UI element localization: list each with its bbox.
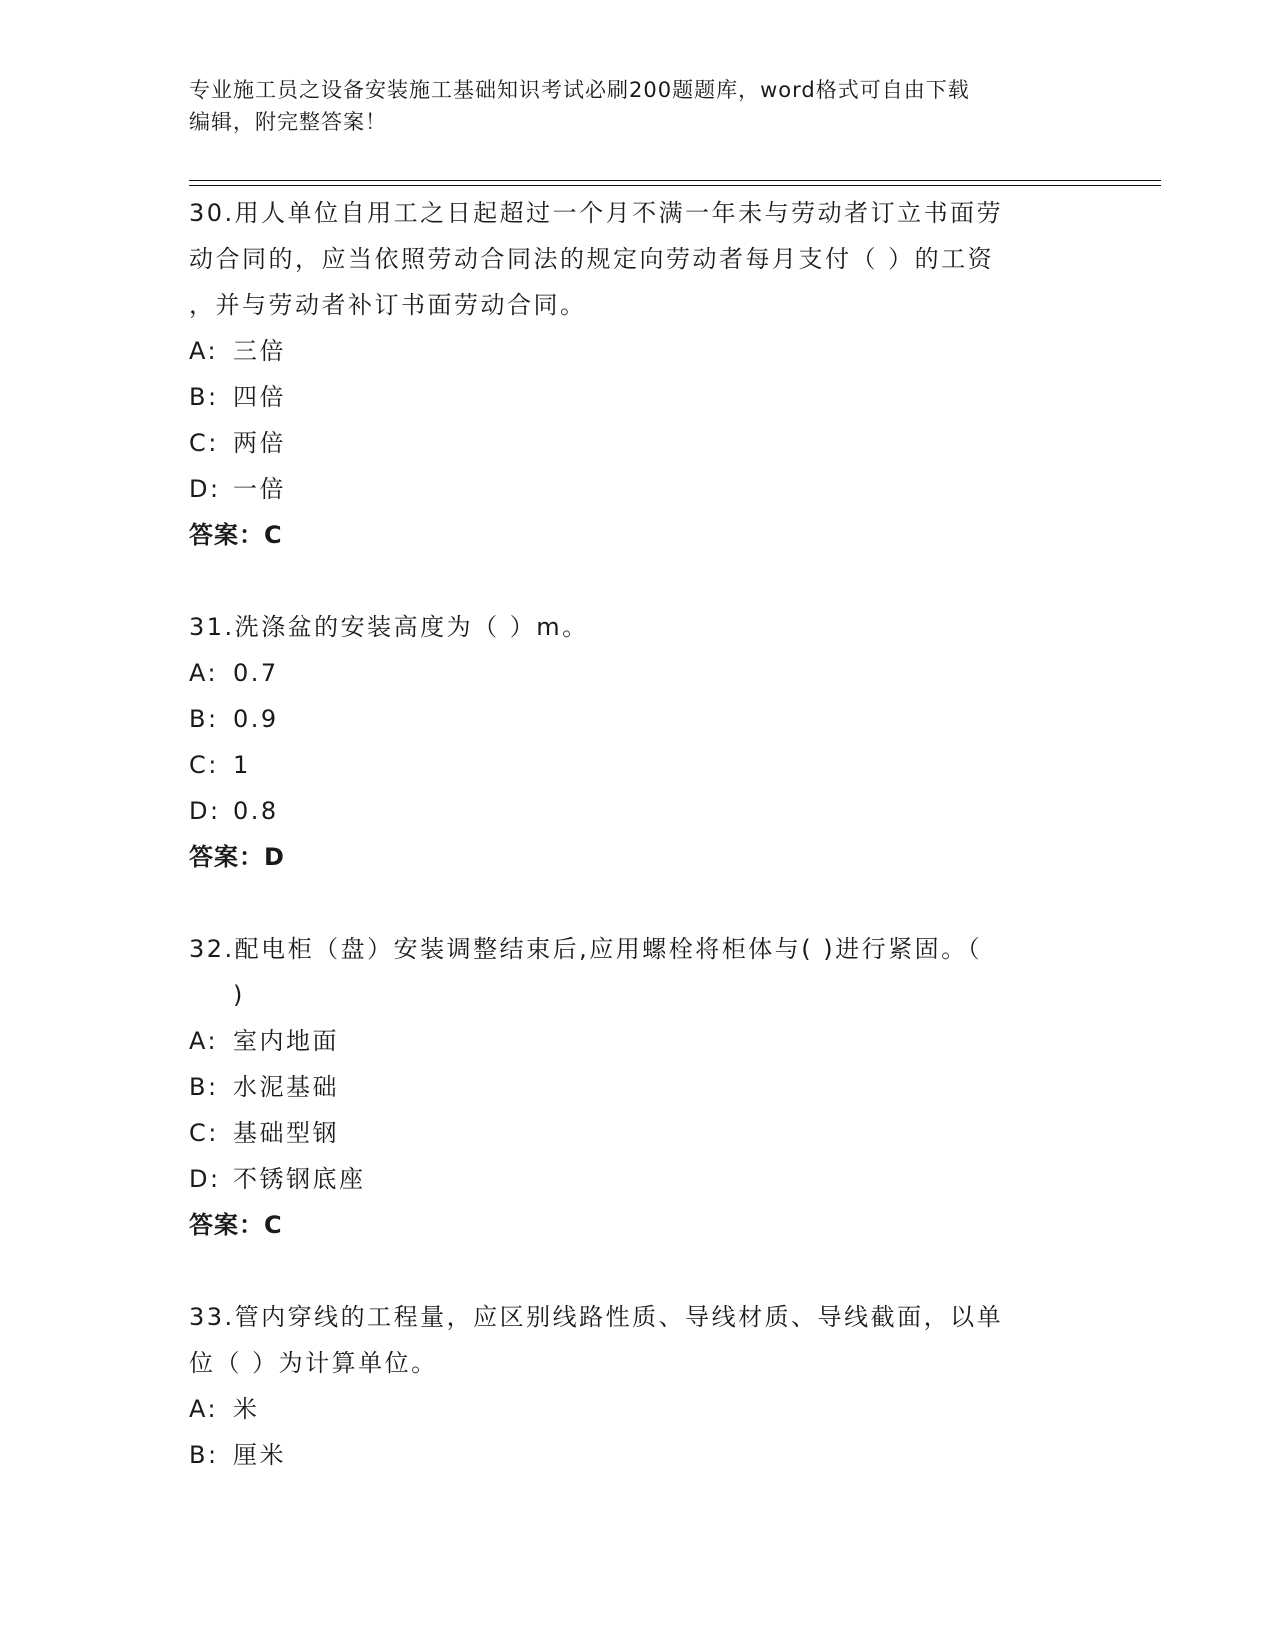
option-b — [189, 1064, 1089, 1110]
option-c — [189, 742, 1089, 788]
question-stem-line: 31.洗涤盆的安装高度为（ ）m。 — [189, 613, 589, 641]
question-stem-line: 位（ ）为计算单位。 — [189, 1349, 438, 1377]
option-letter: D: — [189, 475, 221, 503]
option-b — [189, 1432, 1089, 1478]
option-letter: A: — [189, 1027, 219, 1055]
question-stem-line: ) — [233, 981, 245, 1009]
document-header — [189, 74, 1089, 138]
option-c — [189, 1110, 1089, 1156]
option-text: 不锈钢底座 — [233, 1165, 366, 1193]
option-letter: D: — [189, 1165, 221, 1193]
option-a — [189, 328, 1089, 374]
spacer — [189, 880, 1089, 926]
question-32 — [189, 926, 1089, 1248]
header-title-line-2: 编辑，附完整答案！ — [189, 110, 387, 134]
header-divider-top — [189, 180, 1161, 181]
option-b — [189, 696, 1089, 742]
option-c — [189, 420, 1089, 466]
option-text: 0.8 — [233, 797, 279, 825]
question-list — [189, 190, 1089, 1478]
option-a — [189, 1386, 1089, 1432]
option-letter: C: — [189, 429, 219, 457]
option-letter: A: — [189, 337, 219, 365]
option-letter: B: — [189, 705, 219, 733]
option-letter: C: — [189, 751, 219, 779]
option-letter: B: — [189, 1441, 219, 1469]
option-text: 两倍 — [233, 429, 286, 457]
answer: 答案：C — [189, 521, 283, 549]
answer: 答案：D — [189, 843, 285, 871]
option-letter: C: — [189, 1119, 219, 1147]
option-letter: B: — [189, 1073, 219, 1101]
question-stem-line: 32.配电柜（盘）安装调整结束后,应用螺栓将柜体与( )进行紧固。（ — [189, 935, 983, 963]
option-text: 米 — [233, 1395, 260, 1423]
question-stem-line: ，并与劳动者补订书面劳动合同。 — [189, 291, 587, 319]
spacer — [189, 1248, 1089, 1294]
option-text: 0.7 — [233, 659, 279, 687]
option-text: 厘米 — [233, 1441, 286, 1469]
question-30 — [189, 190, 1089, 558]
option-letter: B: — [189, 383, 219, 411]
option-d — [189, 466, 1089, 512]
option-letter: A: — [189, 1395, 219, 1423]
option-text: 水泥基础 — [233, 1073, 339, 1101]
option-a — [189, 650, 1089, 696]
question-stem — [189, 1294, 1089, 1386]
option-text: 一倍 — [233, 475, 286, 503]
question-stem-line: 动合同的，应当依照劳动合同法的规定向劳动者每月支付（ ）的工资 — [189, 245, 995, 273]
option-text: 三倍 — [233, 337, 286, 365]
question-stem — [189, 604, 1089, 650]
question-33 — [189, 1294, 1089, 1478]
option-b — [189, 374, 1089, 420]
header-title-line-1: 专业施工员之设备安装施工基础知识考试必刷200题题库，word格式可自由下载 — [189, 78, 970, 102]
question-31 — [189, 604, 1089, 880]
option-text: 室内地面 — [233, 1027, 339, 1055]
option-letter: D: — [189, 797, 221, 825]
question-stem — [189, 926, 1089, 1018]
option-text: 1 — [233, 751, 251, 779]
option-text: 基础型钢 — [233, 1119, 339, 1147]
spacer — [189, 558, 1089, 604]
question-stem — [189, 190, 1089, 328]
option-text: 0.9 — [233, 705, 279, 733]
option-a — [189, 1018, 1089, 1064]
option-text: 四倍 — [233, 383, 286, 411]
header-divider-bottom — [189, 185, 1161, 186]
option-d — [189, 788, 1089, 834]
question-stem-line: 33.管内穿线的工程量，应区别线路性质、导线材质、导线截面，以单 — [189, 1303, 1004, 1331]
question-stem-line: 30.用人单位自用工之日起超过一个月不满一年未与劳动者订立书面劳 — [189, 199, 1004, 227]
option-d — [189, 1156, 1089, 1202]
option-letter: A: — [189, 659, 219, 687]
answer: 答案：C — [189, 1211, 283, 1239]
